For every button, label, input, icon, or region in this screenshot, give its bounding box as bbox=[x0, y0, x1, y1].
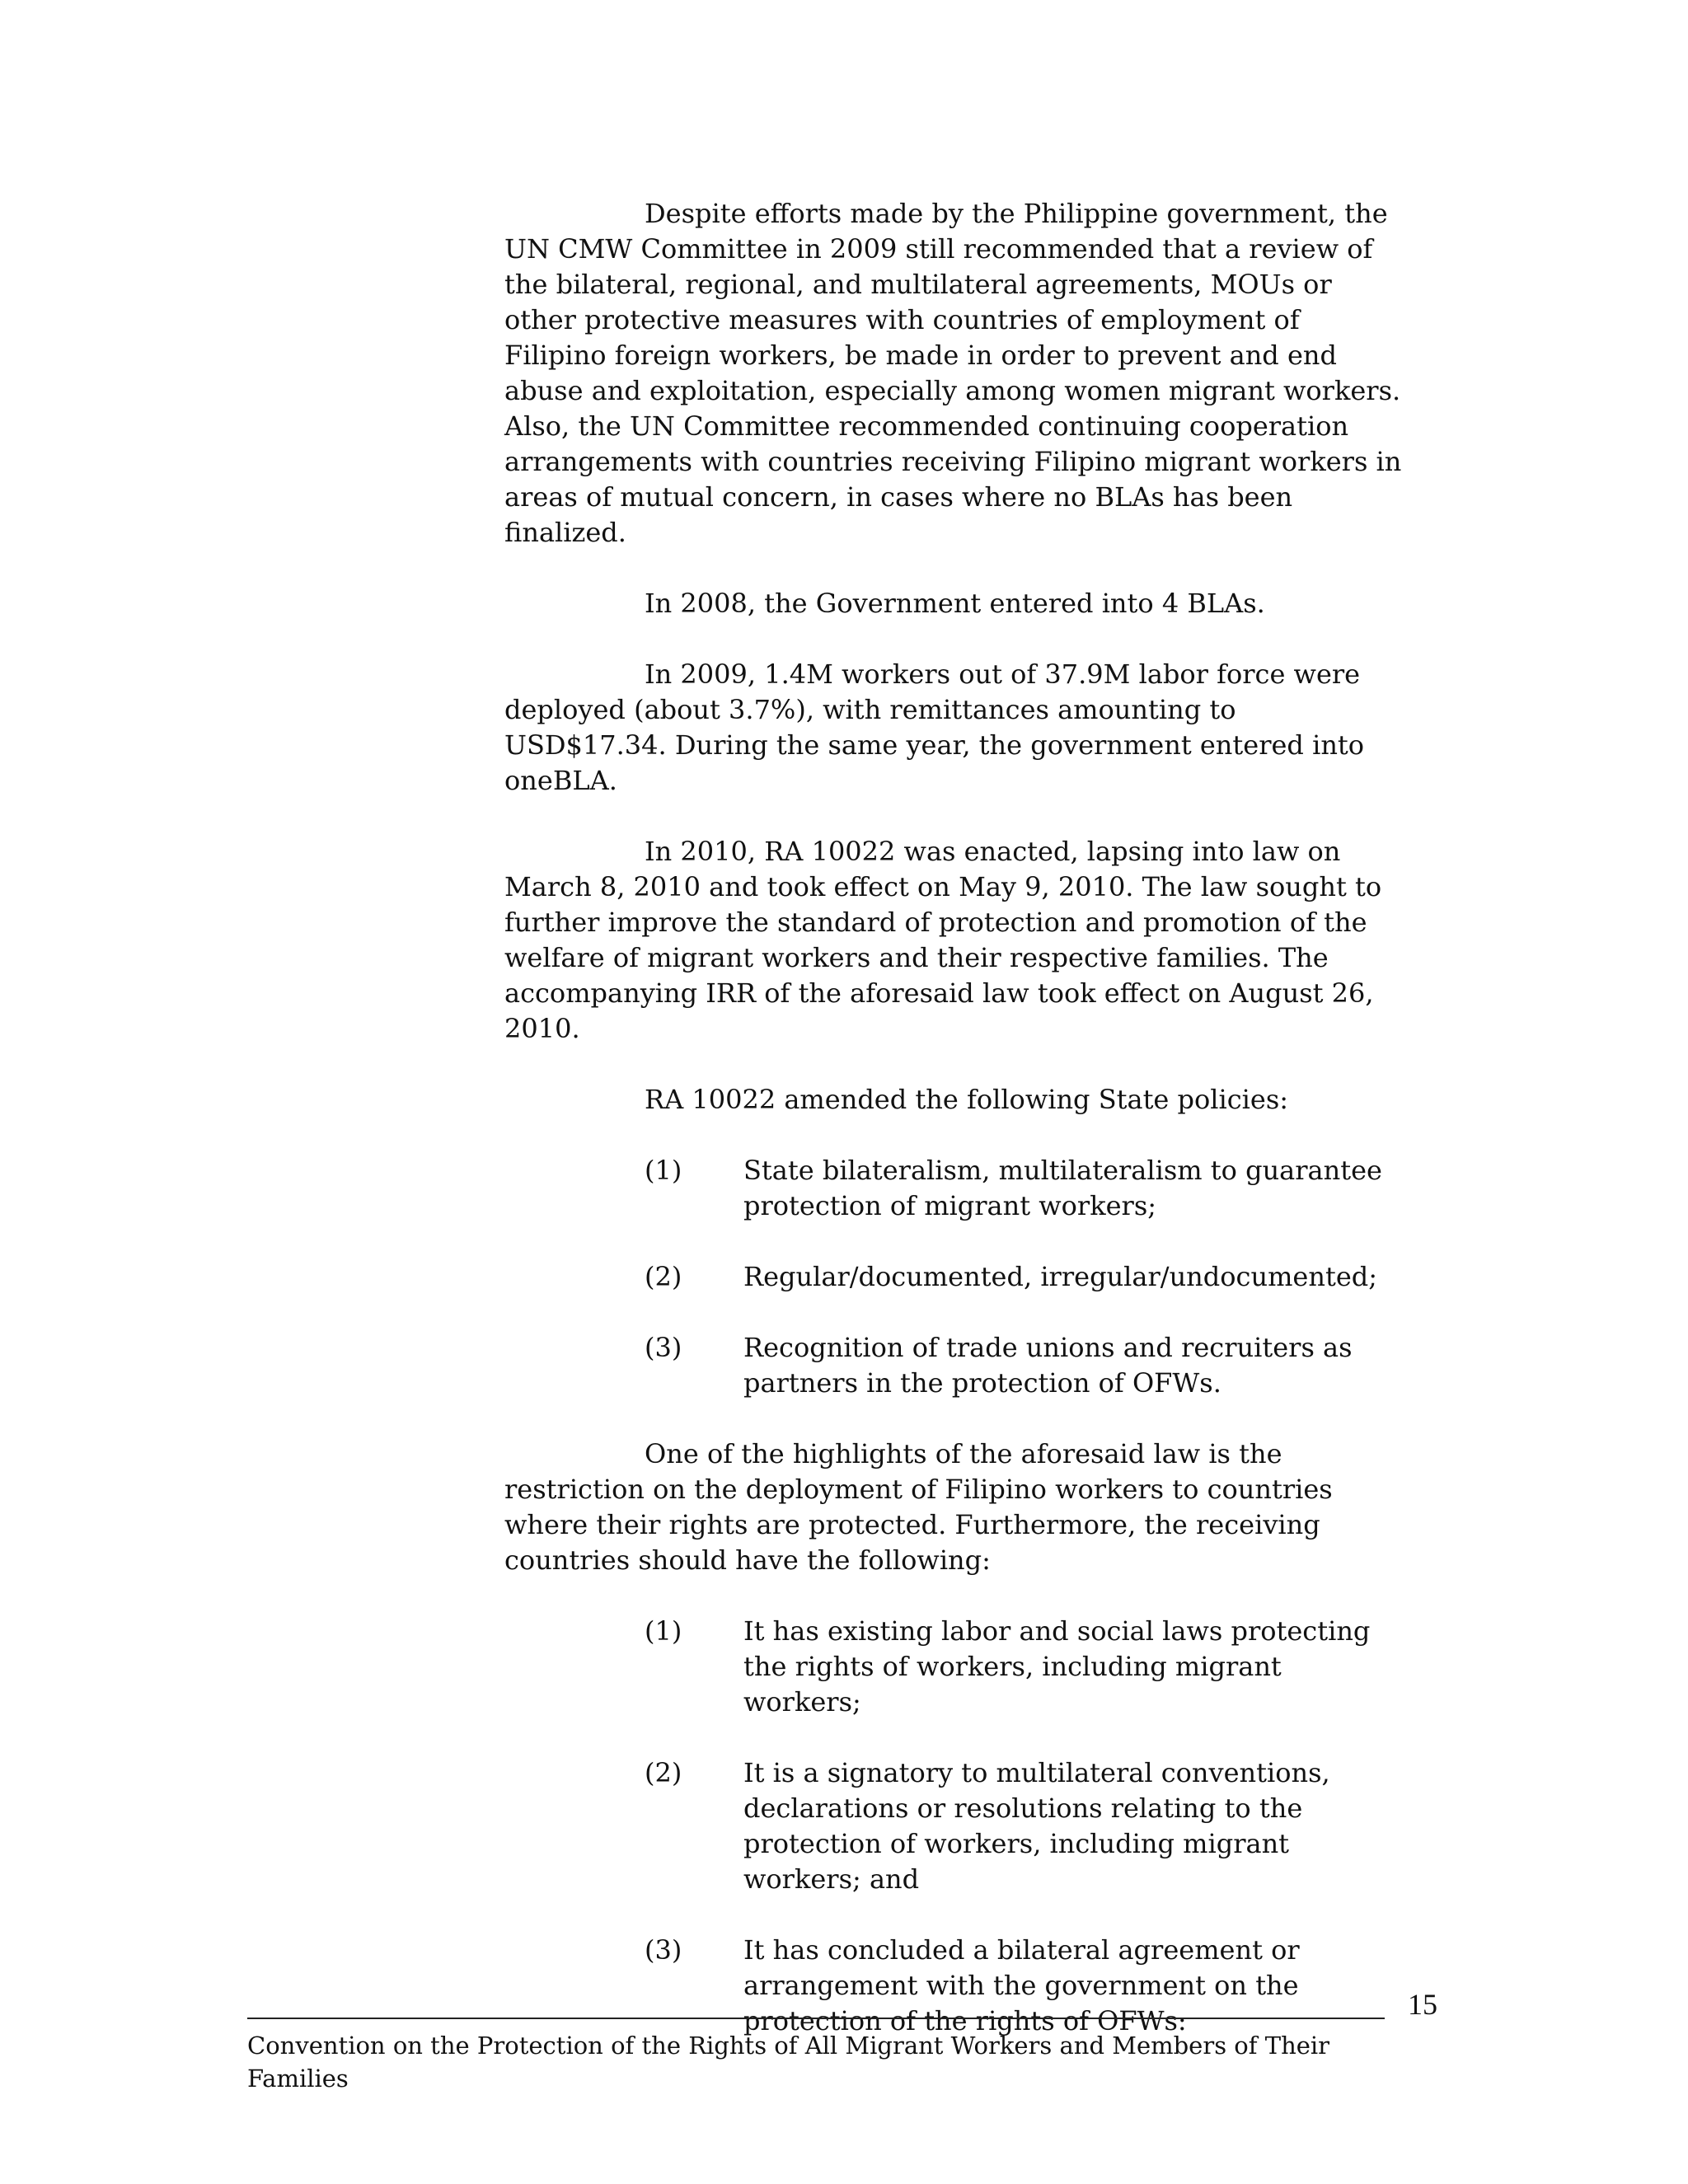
list-item bbox=[504, 1153, 1403, 1224]
list-item-text: It has concluded a bilateral agreement or arrangement with the government on the protection of the rights of OFWs: bbox=[743, 1934, 1300, 2036]
list-marker: (2) bbox=[645, 1261, 682, 1292]
list-item bbox=[504, 1933, 1403, 2039]
page-body bbox=[504, 196, 1403, 2074]
list-item bbox=[504, 1330, 1403, 1401]
paragraph-ra-10022: In 2010, RA 10022 was enacted, lapsing into law on March 8, 2010 and took effect on May 9, 2010. The law sought to further improve the standard of protection and promotion of the welfare of migrant workers and their respective families. The accompanying IRR of the aforesaid law took effect on August 26, 2010. bbox=[504, 836, 1382, 1044]
footer-divider bbox=[247, 2018, 1385, 2019]
page-number: 15 bbox=[1408, 1988, 1437, 2021]
paragraph-2009-deployment: In 2009, 1.4M workers out of 37.9M labor force were deployed (about 3.7%), with remittances amounting to USD$17.34. During the same year, the government entered into oneBLA. bbox=[504, 658, 1365, 796]
list-item bbox=[504, 1259, 1403, 1295]
paragraph-highlights: One of the highlights of the aforesaid law is the restriction on the deployment of Filipino workers to countries where their rights are protected. Furthermore, the receiving countries should have the following: bbox=[504, 1438, 1333, 1576]
list-item-text: It has existing labor and social laws protecting the rights of workers, including migrant workers; bbox=[743, 1615, 1371, 1718]
list-item-text: State bilateralism, multilateralism to guarantee protection of migrant workers; bbox=[743, 1155, 1382, 1221]
list-marker: (1) bbox=[645, 1155, 682, 1186]
paragraph-state-policies-intro: RA 10022 amended the following State policies: bbox=[645, 1084, 1289, 1115]
list-item-text: Regular/documented, irregular/undocumented; bbox=[743, 1261, 1378, 1292]
list-item-text: Recognition of trade unions and recruiters as partners in the protection of OFWs. bbox=[743, 1332, 1353, 1399]
footer-title: Convention on the Protection of the Rights of All Migrant Workers and Members of Their Families bbox=[247, 2032, 1330, 2093]
state-policies-list bbox=[504, 1153, 1403, 1401]
paragraph-cmw-recommendation: Despite efforts made by the Philippine government, the UN CMW Committee in 2009 still recommended that a review of the bilateral, regional, and multilateral agreements, MOUs or other protective measures with countries of employment of Filipino foreign workers, be made in order to prevent and end abuse and exploitation, especially among women migrant workers. Also, the UN Committee recommended continuing cooperation arrangements with countries receiving Filipino migrant workers in areas of mutual concern, in cases where no BLAs has been finalized. bbox=[504, 198, 1402, 548]
list-marker: (3) bbox=[645, 1332, 682, 1363]
list-marker: (1) bbox=[645, 1615, 682, 1647]
paragraph-2008-blas: In 2008, the Government entered into 4 BLAs. bbox=[645, 588, 1265, 619]
receiving-country-requirements-list bbox=[504, 1614, 1403, 2039]
list-marker: (3) bbox=[645, 1934, 682, 1966]
list-item bbox=[504, 1755, 1403, 1897]
list-marker: (2) bbox=[645, 1757, 682, 1788]
list-item bbox=[504, 1614, 1403, 1720]
list-item-text: It is a signatory to multilateral conventions, declarations or resolutions relating to the protection of workers, including migrant workers; and bbox=[743, 1757, 1330, 1895]
